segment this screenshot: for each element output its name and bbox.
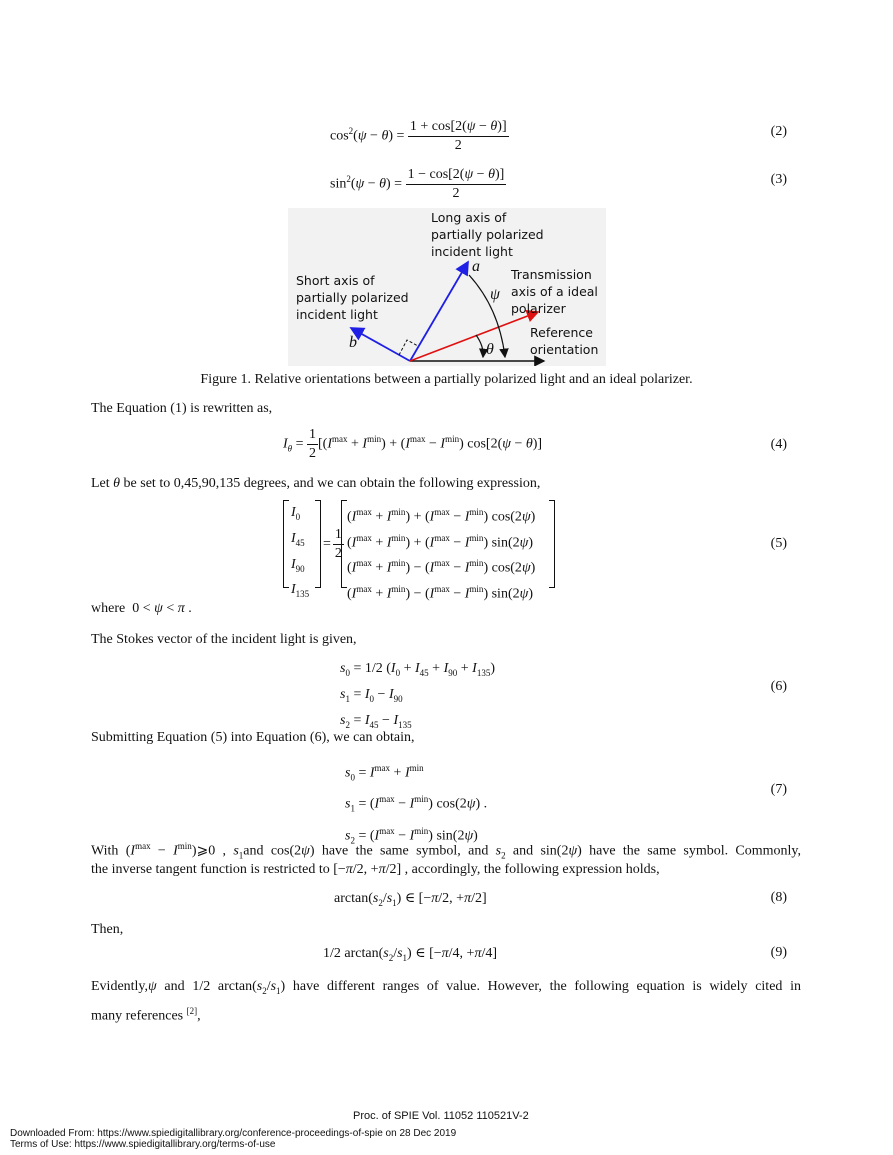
paragraph-where: where 0 < ψ < π .	[91, 601, 192, 616]
paragraph-rewritten: The Equation (1) is rewritten as,	[91, 401, 273, 416]
equation-4-number: (4)	[770, 437, 787, 452]
footer-proc: Proc. of SPIE Vol. 11052 110521V-2	[353, 1110, 529, 1122]
equation-3: $\sin^2(\psi - \theta)$ = $\frac{1 - \cos[2(\psi - \theta)]}{2}$	[330, 167, 505, 201]
equation-5-number: (5)	[770, 536, 787, 551]
long-axis-label-1: Long axis of	[431, 210, 507, 225]
equation-5: $I_0$ $I_{45}$ $I_{90}$ $I_{135}$ = $\frac{1}{2}$ $(I^{max} + I^{min}) + (I^{max} - I^{min})$ cos(2ψ) $(I^{max} + I^{min}) + (I^{max} - I^{min})$ sin(2ψ) $(I^{max} + I^{min}) - (I^{max} - I^{min})$ cos(2ψ) $(I^{max} + I^{min}) - (I^{max} - I^{min})$ sin(2ψ)	[283, 500, 563, 590]
paragraph-then: Then,	[91, 922, 124, 937]
let-suffix: be set to 0,45,90,135 degrees, and we can obtain the following expression,	[123, 476, 541, 491]
equation-6: $s_0 = 1/2$ $(I_0 + I_{45} + I_{90} + I_{135})$ $s_1 = I_0 - I_{90}$ $s_2 = I_{45} - I_{135}$	[340, 661, 495, 730]
long-axis-label-3: incident light	[431, 244, 513, 259]
symbol-theta: θ	[486, 341, 494, 358]
transmission-label-2: axis of a ideal	[511, 284, 598, 299]
symbol-a: a	[472, 258, 480, 275]
transmission-label-3: polarizer	[511, 301, 566, 316]
reference-label-1: Reference	[530, 325, 593, 340]
equation-3-number: (3)	[770, 172, 787, 187]
short-axis-label-3: incident light	[296, 307, 378, 322]
symbol-psi: ψ	[490, 286, 500, 303]
equation-9: 1/2 $\arctan(s_2/s_1)$ ∈ [−π/4, +π/4]	[323, 946, 498, 963]
equation-2-number: (2)	[770, 124, 787, 139]
equation-6-number: (6)	[770, 679, 787, 694]
equation-9-number: (9)	[770, 945, 787, 960]
paragraph-stokes: The Stokes vector of the incident light is given,	[91, 632, 357, 647]
paragraph-evidently-line2: many references [2],	[91, 1006, 201, 1024]
theta-arc	[476, 335, 483, 357]
equation-4: $I_\theta$ = $\frac{1}{2}$ [$(I^{max} + I^{min}) + (I^{max} - I^{min}) \cos[2(\psi - \theta)]$	[283, 427, 543, 461]
long-axis-label-2: partially polarized	[431, 227, 544, 242]
polarization-diagram	[288, 208, 606, 366]
figure-1	[288, 208, 606, 366]
short-axis-label-1: Short axis of	[296, 273, 375, 288]
transmission-label-1: Transmission	[511, 267, 592, 282]
short-axis-line	[351, 328, 410, 361]
transmission-axis-line	[410, 312, 538, 361]
footer-terms[interactable]: Terms of Use: https://www.spiedigitallibrary.org/terms-of-use	[10, 1139, 276, 1150]
paragraph-submitting: Submitting Equation (5) into Equation (6), we can obtain,	[91, 730, 415, 745]
paragraph-with: With ($I^{max}$ − $I^{min})⩾0$ , $s_1and$ cos(2ψ) have the same symbol, and $s_2$ and sin(2ψ) have the same symbol. Commonly,	[91, 841, 802, 861]
equation-7-number: (7)	[770, 782, 787, 797]
paragraph-let-theta: Let θ be set to 0,45,90,135 degrees, and we can obtain the following expression,	[91, 476, 541, 491]
equation-2: $\cos^2(\psi - \theta)$ = $\frac{1 + \cos[2(\psi - \theta)]}{2}$	[330, 119, 507, 153]
paragraph-with-line2: the inverse tangent function is restricted to [−π/2, +π/2] , accordingly, the following expression holds,	[91, 862, 660, 877]
reference-label-2: orientation	[530, 342, 599, 357]
reference-2[interactable]: [2]	[186, 1006, 198, 1016]
equation-8-number: (8)	[770, 890, 787, 905]
let-prefix: Let	[91, 476, 110, 491]
long-axis-line	[410, 262, 468, 361]
symbol-b: b	[349, 334, 357, 351]
equation-8: $\arctan(s_2/s_1)$ ∈ [−π/2, +π/2]	[334, 891, 487, 908]
footer-downloaded[interactable]: Downloaded From: https://www.spiedigitallibrary.org/conference-proceedings-of-spie on 28 Dec 2019	[10, 1128, 457, 1139]
paragraph-evidently: Evidently,ψ and 1/2 $\arctan(s_2/s_1)$ have different ranges of value. However, the following equation is widely cited in	[91, 979, 801, 996]
figure-caption: Figure 1. Relative orientations between a partially polarized light and an ideal polarizer.	[200, 372, 693, 387]
short-axis-label-2: partially polarized	[296, 290, 409, 305]
where-label: where	[91, 601, 126, 616]
equation-7: $s_0 = I^{max} + I^{min}$ $s_1 = (I^{max} - I^{min})$ cos(2ψ) . $s_2 = (I^{max} - I^{min})$ sin(2ψ)	[345, 763, 488, 846]
